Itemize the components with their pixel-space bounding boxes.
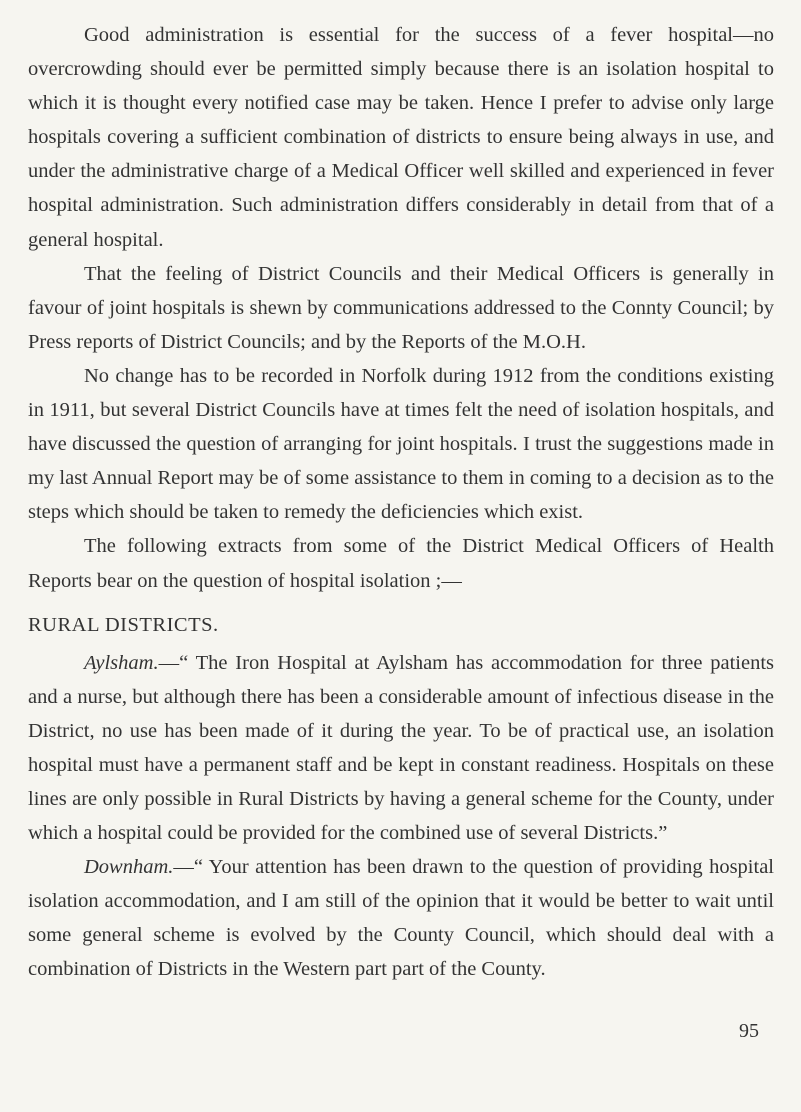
paragraph-no-change: No change has to be recorded in Norfolk during 1912 from the conditions existing in 1911, but several District Councils have at times felt the need of isolation hospitals, and have discussed the question of arranging for joint hospitals. I trust the suggestions made in my last Annual Report may be of some assistance to them in coming to a decision as to the steps which should be taken to remedy the deficiencies which exist. <box>28 364 774 524</box>
document-page <box>28 18 774 987</box>
paragraph-extracts-intro: The following extracts from some of the District Medical Officers of Health Reports bear on the question of hospital isolation ;— <box>28 535 774 592</box>
extract-downham <box>28 850 774 986</box>
extract-place-aylsham: Aylsham. <box>84 651 159 674</box>
page-number: 95 <box>739 1020 759 1042</box>
paragraph-administration: Good administration is essential for the success of a fever hospital—no overcrowding should ever be permitted simply because there is an isolation hospital to which it is thought every notified case may be taken. Hence I prefer to advise only large hospitals covering a sufficient combination of districts to ensure being always in use, and under the administrative charge of a Medical Officer well skilled and experienced in fever hospital administration. Such administration differs considerably in detail from that of a general hospital. <box>28 24 774 251</box>
extract-text-aylsham: —“ The Iron Hospital at Aylsham has accommodation for three patients and a nurse, but although there has been a considerable amount of infectious disease in the District, no use has been made of it during the year. To be of practical use, an isolation hospital must have a permanent staff and be kept in constant readiness. Hospitals on these lines are only possible in Rural Districts by having a general scheme for the County, under which a hospital could be provided for the combined use of several Districts.” <box>28 651 774 845</box>
paragraph-feeling: That the feeling of District Councils and their Medical Officers is generally in favour of joint hospitals is shewn by communications addressed to the Connty Council; by Press reports of District Councils; and by the Reports of the M.O.H. <box>28 262 774 353</box>
section-heading: RURAL DISTRICTS. <box>28 613 219 636</box>
extract-text-downham: —“ Your attention has been drawn to the question of providing hospital isolation accommodation, and I am still of the opinion that it would be better to wait until some general scheme is evolved by the County Council, which should deal with a combination of Districts in the Western part part of the County. <box>28 856 774 981</box>
extract-place-downham: Downham. <box>84 856 174 879</box>
extract-aylsham <box>28 646 774 851</box>
